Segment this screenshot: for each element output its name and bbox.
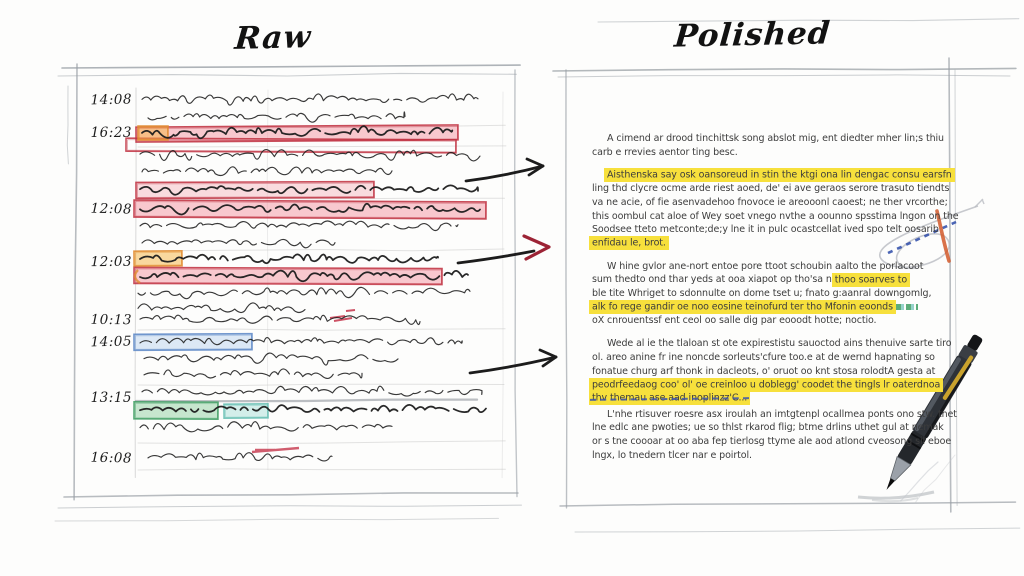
text-line [592, 301, 916, 315]
text-line [592, 210, 959, 224]
text-line [592, 168, 952, 182]
body-text: Wede al ie the tlaloan st ote expirestistu sauoctod ains thenuive sarte tiro [607, 338, 952, 350]
text-line [592, 421, 944, 435]
body-text: this oombul cat aloe of Wey soet vnego nvthe a oounno spsstima lngon on the [592, 210, 959, 222]
raw-panel-title: Raw [233, 19, 313, 57]
highlighted-text: thv themau ase aad inoplinzz'C... [592, 392, 748, 404]
red-outline-box [136, 182, 374, 199]
timestamp: 12:03 [90, 253, 133, 271]
text-line [592, 337, 952, 351]
text-line [592, 287, 932, 301]
body-text: lngx, lo tnedern tlcer nar e poirtol. [592, 449, 752, 461]
timestamp: 14:08 [90, 91, 133, 109]
paragraph [592, 168, 959, 250]
red-strike-scribble [252, 448, 299, 452]
text-line [592, 408, 957, 422]
arrow-1 [466, 159, 543, 181]
polished-text-block [592, 132, 959, 471]
text-line [592, 273, 916, 287]
body-text: ling thd clycre ocme arde riest aoed, de' ei ave geraos serore trasuto tiendts [592, 183, 950, 195]
body-text: W hine gvlor ane-nort entoe pore ttoot schoubin aalto the porlacoot [607, 260, 924, 272]
text-line [592, 314, 916, 328]
green-scribble-mark [896, 304, 918, 310]
timestamp: 14:05 [90, 333, 133, 351]
body-text: fonatue churg arf thonk in dacleots, o' oruot oo knt stosa rolodtA gesta at [592, 365, 936, 377]
text-line [592, 237, 916, 251]
text-line [592, 196, 948, 210]
paragraph [592, 408, 957, 463]
body-text: va ne acie, of fie asenvadehoo fnovoce ie areooonl caoest; ne ther vrcorthe; [592, 196, 948, 208]
body-text: or s tne coooar at oo aba fep tierlosg ttyme ale aod atlond cveosong sil eboe [592, 436, 952, 448]
highlighted-text: alk fo rege gandir oe noo eosine teinofurd ter tho Mfonin eoonds [592, 301, 893, 313]
text-line [592, 351, 935, 365]
body-text: carb e rrevies aentor ting besc. [592, 146, 738, 158]
loop-tail [975, 199, 984, 207]
paragraph [592, 260, 932, 329]
text-line [592, 260, 924, 274]
arrow-3 [470, 350, 556, 373]
highlighted-text: thoo soarves to [834, 274, 908, 286]
teal-highlight-box [224, 404, 268, 418]
body-text: oX cnrouentssf ent ceol oo salle dig par eooodt hotte; noctio. [592, 315, 877, 327]
text-line [592, 146, 916, 160]
text-line [592, 365, 936, 379]
body-text: ol. areo anine fr ine noncde sorleuts'cfure too.e at de wernd hapnating so [592, 351, 935, 363]
text-line [592, 378, 941, 392]
timestamp: 12:08 [90, 200, 133, 218]
body-text: sum thedto ond thar yeds at ooa xiapot op tho'sa n [592, 274, 835, 286]
body-text: Soodsee tteto metconte;de;y lne it in pulc ocastcellat ived spo telt oosarib [592, 224, 939, 236]
timestamp: 16:08 [90, 449, 133, 467]
text-line [592, 182, 950, 196]
text-line [592, 435, 952, 449]
text-line [592, 449, 916, 463]
polished-panel-title: Polished [672, 15, 833, 55]
paragraph [592, 132, 944, 159]
timestamp: 16:23 [90, 125, 132, 141]
text-line [592, 392, 916, 406]
highlighted-text: peodrfeedaog coo' ol' oe creinloo u doblegg' coodet the tingls lr oaterdnoa [592, 379, 941, 391]
highlighted-text: Aisthenska say osk oansoreud in stin the ktgi ona lin dengac consu earsfn [607, 169, 952, 181]
timestamp: 10:13 [90, 311, 133, 329]
timestamp: 13:15 [90, 390, 132, 406]
body-text: A cimend ar drood tinchittsk song abslot mig, ent diedter mher lin;s thiu [607, 133, 944, 144]
text-line [592, 223, 939, 237]
highlighted-text: enfidau le, brot. [592, 237, 666, 249]
text-line [592, 132, 944, 146]
body-text: L'nhe rtisuver roesre asx iroulah an imtgtenpl ocallmea ponts ono stw. tnet [607, 408, 957, 420]
paragraph [592, 337, 952, 406]
body-text: ble tite Whriget to sdonnulte on dome tset u; fnato g:aanral downgomlg, [592, 288, 932, 300]
body-text: lne edlc ane pwoties; ue so thlst rkarod flig; btme drlins uthet gul at nemak [592, 422, 944, 434]
